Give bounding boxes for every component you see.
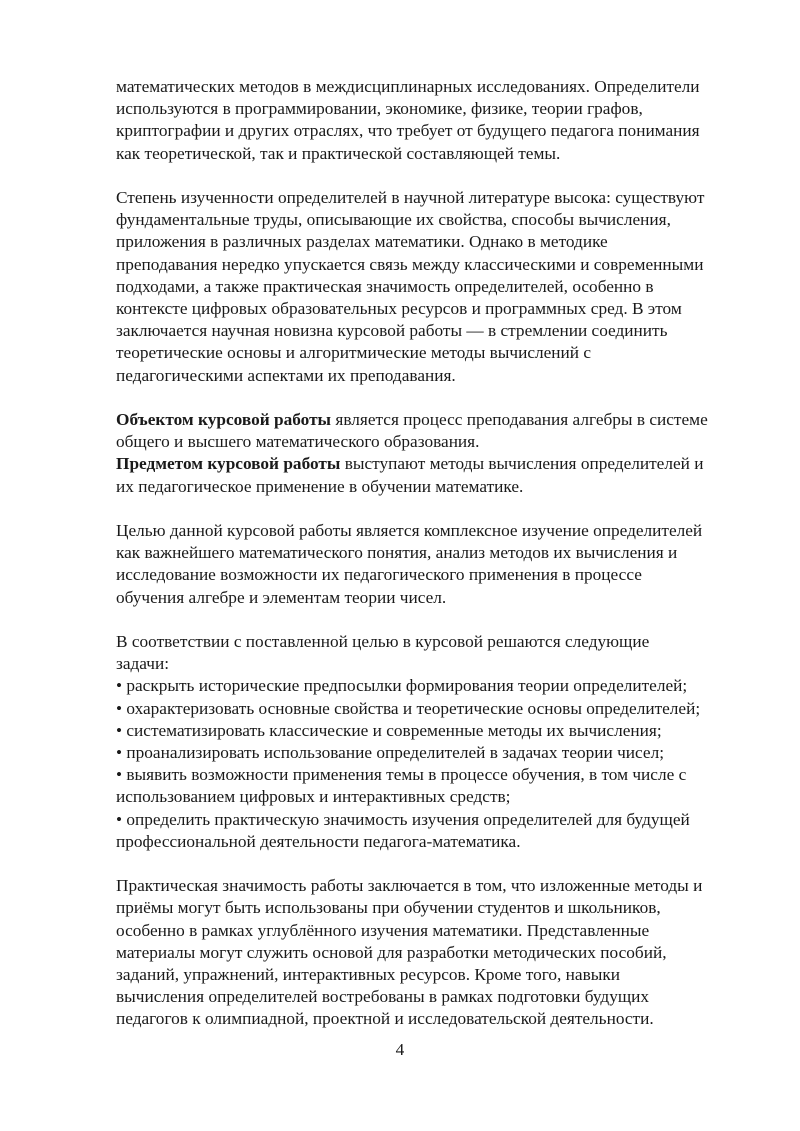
document-page — [116, 76, 766, 1053]
list-item: • проанализировать использование определителей в задачах теории чисел; — [116, 743, 665, 763]
text-line: теоретические основы и алгоритмические методы вычислений с — [116, 343, 592, 363]
text-line: Целью данной курсовой работы является комплексное изучение определителей — [116, 521, 703, 541]
text-line: Степень изученности определителей в научной литературе высока: существуют — [116, 188, 705, 207]
text-line: приложения в различных разделах математики. Однако в методике — [116, 232, 608, 252]
list-item: • систематизировать классические и современные методы их вычисления; — [116, 720, 662, 740]
text-line: математических методов в междисциплинарных исследованиях. Определители — [116, 77, 700, 96]
text-line: педагогов к олимпиадной, проектной и исследовательской деятельности. — [116, 1009, 654, 1029]
page-number: 4 — [395, 1040, 405, 1059]
text-line: особенно в рамках углублённого изучения математики. Представленные — [116, 920, 650, 940]
text-line: криптографии и других отраслях, что требует от будущего педагога понимания — [116, 121, 700, 141]
subject-text: выступают методы вычисления определителей и — [340, 454, 704, 474]
text-line: Практическая значимость работы заключается в том, что изложенные методы и — [116, 876, 703, 896]
text-line: используются в программировании, экономике, физике, теории графов, — [116, 99, 643, 119]
text-line: заключается научная новизна курсовой работы — в стремлении соединить — [116, 321, 668, 341]
text-line: задачи: — [116, 654, 170, 674]
list-item: • определить практическую значимость изучения определителей для будущей — [116, 809, 690, 829]
list-item: • раскрыть исторические предпосылки формирования теории определителей; — [116, 676, 688, 696]
text-line — [116, 453, 766, 475]
text-line: контексте цифровых образовательных ресурсов и программных сред. В этом — [116, 299, 682, 319]
text-line: подходами, а также практическая значимость определителей, особенно в — [116, 276, 654, 296]
text-line: профессиональной деятельности педагога-математика. — [116, 831, 521, 851]
text-line: использованием цифровых и интерактивных средств; — [116, 787, 511, 807]
paragraph-intro-continuation — [116, 76, 766, 165]
paragraph-subject — [116, 453, 766, 497]
text-line: обучения алгебре и элементам теории чисел. — [116, 587, 447, 607]
text-line: заданий, упражнений, интерактивных ресурсов. Кроме того, навыки — [116, 965, 620, 985]
text-line: педагогическими аспектами их преподавания. — [116, 365, 456, 385]
text-line: исследование возможности их педагогического применения в процессе — [116, 565, 642, 585]
text-line: как теоретической, так и практической составляющей темы. — [116, 143, 561, 163]
text-line — [116, 409, 766, 431]
text-line: преподавания нередко упускается связь между классическими и современными — [116, 254, 704, 274]
text-line: материалы могут служить основой для разработки методических пособий, — [116, 942, 667, 962]
text-line: приёмы могут быть использованы при обучении студентов и школьников, — [116, 898, 661, 918]
paragraph-practical-significance — [116, 875, 766, 1030]
text-line: их педагогическое применение в обучении математике. — [116, 476, 524, 496]
subject-term: Предметом курсовой работы — [116, 454, 341, 474]
text-line: фундаментальные труды, описывающие их свойства, способы вычисления, — [116, 210, 671, 230]
paragraph-goal — [116, 520, 766, 609]
text-line: В соответствии с поставленной целью в курсовой решаются следующие — [116, 632, 650, 652]
paragraph-tasks — [116, 631, 766, 853]
object-term: Объектом курсовой работы — [116, 410, 332, 430]
list-item: • выявить возможности применения темы в процессе обучения, в том числе с — [116, 765, 687, 785]
list-item: • охарактеризовать основные свойства и теоретические основы определителей; — [116, 698, 701, 718]
paragraph-degree-of-study — [116, 187, 766, 387]
paragraph-object — [116, 409, 766, 453]
text-line: вычисления определителей востребованы в рамках подготовки будущих — [116, 987, 650, 1007]
text-line: общего и высшего математического образования. — [116, 432, 480, 452]
object-text: является процесс преподавания алгебры в системе — [331, 410, 708, 430]
text-line: как важнейшего математического понятия, анализ методов их вычисления и — [116, 543, 678, 563]
